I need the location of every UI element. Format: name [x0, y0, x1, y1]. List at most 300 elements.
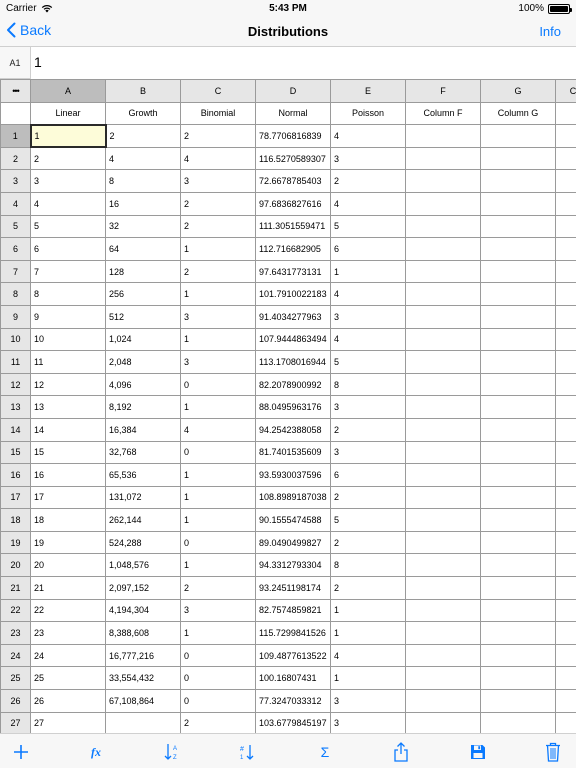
- cell[interactable]: 1: [331, 260, 406, 283]
- cell[interactable]: [481, 283, 556, 306]
- table-row: [1, 531, 576, 554]
- cell[interactable]: 4: [106, 147, 181, 170]
- cell[interactable]: 1: [181, 509, 256, 532]
- cell[interactable]: 3: [331, 396, 406, 419]
- row-header[interactable]: 9: [1, 305, 31, 328]
- cell[interactable]: [481, 373, 556, 396]
- sort-button[interactable]: [160, 741, 184, 763]
- save-button[interactable]: [466, 741, 490, 763]
- cell[interactable]: 81.7401535609: [256, 441, 331, 464]
- cell[interactable]: 8,388,608: [106, 622, 181, 645]
- cell[interactable]: [406, 283, 481, 306]
- cell[interactable]: 8: [331, 554, 406, 577]
- column-header[interactable]: E: [331, 80, 406, 103]
- cell[interactable]: [106, 712, 181, 733]
- cell[interactable]: [406, 599, 481, 622]
- row-header[interactable]: 26: [1, 690, 31, 713]
- cell[interactable]: [406, 418, 481, 441]
- table-row: [1, 577, 576, 600]
- cell[interactable]: [406, 712, 481, 733]
- cell[interactable]: 4,096: [106, 373, 181, 396]
- cell[interactable]: 4,194,304: [106, 599, 181, 622]
- column-header[interactable]: C: [556, 80, 576, 103]
- column-name[interactable]: Poisson: [331, 102, 406, 125]
- cell[interactable]: [556, 260, 576, 283]
- cell[interactable]: [481, 622, 556, 645]
- cell[interactable]: [556, 441, 576, 464]
- column-name[interactable]: Column F: [406, 102, 481, 125]
- cell[interactable]: 7: [31, 260, 106, 283]
- cell[interactable]: [481, 577, 556, 600]
- delete-button[interactable]: [541, 741, 565, 763]
- cell[interactable]: [481, 305, 556, 328]
- cell[interactable]: 77.3247033312: [256, 690, 331, 713]
- row-header[interactable]: 5: [1, 215, 31, 238]
- table-row: [1, 554, 576, 577]
- cell[interactable]: 78.7706816839: [256, 125, 331, 148]
- cell[interactable]: 8: [31, 283, 106, 306]
- cell[interactable]: [406, 396, 481, 419]
- cell[interactable]: 512: [106, 305, 181, 328]
- cell[interactable]: [556, 238, 576, 261]
- sheet-body: [1, 125, 576, 733]
- cell[interactable]: 1: [181, 238, 256, 261]
- cell[interactable]: [556, 305, 576, 328]
- table-row: [1, 147, 576, 170]
- cell[interactable]: [481, 712, 556, 733]
- cell[interactable]: 33,554,432: [106, 667, 181, 690]
- cell[interactable]: 11: [31, 351, 106, 374]
- add-button[interactable]: [9, 741, 33, 763]
- cell[interactable]: 22: [31, 599, 106, 622]
- cell[interactable]: 12: [31, 373, 106, 396]
- cell[interactable]: [481, 486, 556, 509]
- cell[interactable]: [556, 464, 576, 487]
- row-header[interactable]: 20: [1, 554, 31, 577]
- cell[interactable]: [406, 125, 481, 148]
- cell[interactable]: 115.7299841526: [256, 622, 331, 645]
- cell[interactable]: [556, 328, 576, 351]
- row-header[interactable]: 2: [1, 147, 31, 170]
- column-name[interactable]: Linear: [31, 102, 106, 125]
- cell[interactable]: 23: [31, 622, 106, 645]
- cell[interactable]: 65,536: [106, 464, 181, 487]
- cell[interactable]: 3: [331, 690, 406, 713]
- row-header[interactable]: 18: [1, 509, 31, 532]
- cell[interactable]: 1: [331, 667, 406, 690]
- cell[interactable]: [481, 192, 556, 215]
- navigation-bar: [0, 18, 576, 46]
- row-header[interactable]: 7: [1, 260, 31, 283]
- cell[interactable]: 32: [106, 215, 181, 238]
- column-name[interactable]: [556, 102, 576, 125]
- cell[interactable]: [406, 170, 481, 193]
- cell[interactable]: 13: [31, 396, 106, 419]
- table-row: [1, 215, 576, 238]
- cell[interactable]: 112.716682905: [256, 238, 331, 261]
- row-header[interactable]: 22: [1, 599, 31, 622]
- cell[interactable]: [556, 486, 576, 509]
- cell[interactable]: [406, 260, 481, 283]
- cell[interactable]: 1,048,576: [106, 554, 181, 577]
- cell[interactable]: 64: [106, 238, 181, 261]
- cell[interactable]: [406, 238, 481, 261]
- cell[interactable]: [481, 441, 556, 464]
- cell[interactable]: [481, 690, 556, 713]
- cell[interactable]: 90.1555474588: [256, 509, 331, 532]
- cell[interactable]: 82.7574859821: [256, 599, 331, 622]
- cell[interactable]: 4: [31, 192, 106, 215]
- column-header[interactable]: B: [106, 80, 181, 103]
- cell[interactable]: 3: [181, 599, 256, 622]
- cell[interactable]: [556, 554, 576, 577]
- cell[interactable]: [481, 147, 556, 170]
- cell[interactable]: 5: [331, 215, 406, 238]
- column-letter-row: [1, 80, 576, 103]
- cell[interactable]: 6: [331, 238, 406, 261]
- cell[interactable]: [481, 351, 556, 374]
- cell[interactable]: [481, 464, 556, 487]
- trash-icon: [545, 742, 561, 762]
- cell[interactable]: 4: [331, 283, 406, 306]
- cell[interactable]: 131,072: [106, 486, 181, 509]
- function-icon: fx: [91, 744, 101, 759]
- cell[interactable]: 2: [106, 125, 181, 148]
- cell[interactable]: 1: [181, 464, 256, 487]
- table-row: [1, 328, 576, 351]
- formula-bar: [0, 46, 576, 79]
- cell[interactable]: [481, 170, 556, 193]
- cell[interactable]: 1: [331, 599, 406, 622]
- page-title: Distributions: [247, 24, 329, 39]
- cell[interactable]: [406, 667, 481, 690]
- cell[interactable]: 3: [331, 147, 406, 170]
- cell[interactable]: 0: [181, 441, 256, 464]
- cell[interactable]: [406, 486, 481, 509]
- cell[interactable]: [481, 667, 556, 690]
- cell[interactable]: 9: [31, 305, 106, 328]
- cell[interactable]: 4: [331, 192, 406, 215]
- row-header[interactable]: 27: [1, 712, 31, 733]
- cell[interactable]: [406, 305, 481, 328]
- cell[interactable]: [556, 667, 576, 690]
- cell[interactable]: 27: [31, 712, 106, 733]
- cell[interactable]: [556, 373, 576, 396]
- cell[interactable]: [556, 509, 576, 532]
- cell[interactable]: 2: [181, 712, 256, 733]
- cell[interactable]: 94.3312793304: [256, 554, 331, 577]
- cell[interactable]: 82.2078900992: [256, 373, 331, 396]
- cell[interactable]: [556, 531, 576, 554]
- cell[interactable]: [556, 283, 576, 306]
- active-cell[interactable]: 1: [31, 125, 106, 148]
- cell[interactable]: 88.0495963176: [256, 396, 331, 419]
- cell[interactable]: 2: [331, 531, 406, 554]
- cell[interactable]: [481, 125, 556, 148]
- cell[interactable]: 101.7910022183: [256, 283, 331, 306]
- cell[interactable]: [556, 418, 576, 441]
- cell[interactable]: 0: [181, 373, 256, 396]
- cell[interactable]: 3: [31, 170, 106, 193]
- cell[interactable]: 2: [181, 192, 256, 215]
- cell[interactable]: 2: [331, 418, 406, 441]
- row-header[interactable]: 3: [1, 170, 31, 193]
- battery-icon: [548, 4, 570, 14]
- table-row: [1, 396, 576, 419]
- cell[interactable]: 91.4034277963: [256, 305, 331, 328]
- cell[interactable]: 16,384: [106, 418, 181, 441]
- cell[interactable]: 21: [31, 577, 106, 600]
- cell[interactable]: [556, 147, 576, 170]
- cell[interactable]: [406, 577, 481, 600]
- cell[interactable]: 15: [31, 441, 106, 464]
- info-button[interactable]: Info: [539, 24, 561, 39]
- cell[interactable]: [556, 396, 576, 419]
- cell[interactable]: 2: [31, 147, 106, 170]
- cell[interactable]: 0: [181, 531, 256, 554]
- status-right: [518, 3, 570, 14]
- cell[interactable]: [406, 509, 481, 532]
- row-header[interactable]: 19: [1, 531, 31, 554]
- row-header[interactable]: 15: [1, 441, 31, 464]
- cell[interactable]: [481, 328, 556, 351]
- sheet-table: [0, 79, 576, 733]
- cell[interactable]: [481, 644, 556, 667]
- cell[interactable]: 18: [31, 509, 106, 532]
- cell[interactable]: 4: [181, 147, 256, 170]
- cell[interactable]: 6: [331, 464, 406, 487]
- cell[interactable]: 5: [331, 509, 406, 532]
- cell[interactable]: 1,024: [106, 328, 181, 351]
- cell[interactable]: 5: [31, 215, 106, 238]
- cell[interactable]: 2: [181, 577, 256, 600]
- cell[interactable]: 8: [331, 373, 406, 396]
- cell[interactable]: [556, 712, 576, 733]
- cell[interactable]: 4: [331, 644, 406, 667]
- row-header[interactable]: 6: [1, 238, 31, 261]
- cell[interactable]: [406, 147, 481, 170]
- cell[interactable]: 16: [31, 464, 106, 487]
- cell[interactable]: [481, 260, 556, 283]
- cell[interactable]: 0: [181, 644, 256, 667]
- cell[interactable]: 524,288: [106, 531, 181, 554]
- table-row: [1, 351, 576, 374]
- row-header[interactable]: 14: [1, 418, 31, 441]
- cell[interactable]: [406, 531, 481, 554]
- cell[interactable]: [406, 192, 481, 215]
- share-button[interactable]: [389, 741, 413, 763]
- cell[interactable]: 113.1708016944: [256, 351, 331, 374]
- cell[interactable]: 4: [181, 418, 256, 441]
- cell[interactable]: 3: [181, 351, 256, 374]
- cell[interactable]: [406, 690, 481, 713]
- cell[interactable]: 26: [31, 690, 106, 713]
- column-name[interactable]: Binomial: [181, 102, 256, 125]
- spreadsheet-grid[interactable]: [0, 79, 576, 733]
- cell[interactable]: [481, 215, 556, 238]
- cell[interactable]: 97.6431773131: [256, 260, 331, 283]
- cell[interactable]: 1: [181, 554, 256, 577]
- cell[interactable]: 25: [31, 667, 106, 690]
- cell[interactable]: 8: [106, 170, 181, 193]
- cell[interactable]: 19: [31, 531, 106, 554]
- cell[interactable]: 32,768: [106, 441, 181, 464]
- row-header[interactable]: 4: [1, 192, 31, 215]
- table-row: [1, 170, 576, 193]
- row-header[interactable]: 8: [1, 283, 31, 306]
- cell[interactable]: [406, 328, 481, 351]
- cell[interactable]: 1: [181, 283, 256, 306]
- cell[interactable]: [556, 192, 576, 215]
- row-header[interactable]: 11: [1, 351, 31, 374]
- cell[interactable]: 111.3051559471: [256, 215, 331, 238]
- cell[interactable]: 6: [31, 238, 106, 261]
- cell[interactable]: 2,048: [106, 351, 181, 374]
- cell[interactable]: 2: [181, 125, 256, 148]
- function-button[interactable]: [84, 741, 108, 763]
- cell[interactable]: [556, 599, 576, 622]
- cell[interactable]: 0: [181, 667, 256, 690]
- column-header[interactable]: C: [181, 80, 256, 103]
- cell[interactable]: [556, 644, 576, 667]
- cell[interactable]: 8,192: [106, 396, 181, 419]
- cell[interactable]: [406, 441, 481, 464]
- cell[interactable]: [406, 644, 481, 667]
- cell[interactable]: 256: [106, 283, 181, 306]
- cell[interactable]: 2: [331, 170, 406, 193]
- column-header[interactable]: G: [481, 80, 556, 103]
- cell[interactable]: [406, 464, 481, 487]
- cell[interactable]: 67,108,864: [106, 690, 181, 713]
- row-header[interactable]: 10: [1, 328, 31, 351]
- cell[interactable]: 3: [331, 441, 406, 464]
- cell[interactable]: [481, 238, 556, 261]
- cell[interactable]: [406, 215, 481, 238]
- cell[interactable]: 3: [331, 712, 406, 733]
- cell[interactable]: 72.6678785403: [256, 170, 331, 193]
- row-header[interactable]: 16: [1, 464, 31, 487]
- cell[interactable]: 2: [331, 486, 406, 509]
- row-header[interactable]: 23: [1, 622, 31, 645]
- cell[interactable]: 1: [181, 622, 256, 645]
- cell[interactable]: 2,097,152: [106, 577, 181, 600]
- row-header[interactable]: 24: [1, 644, 31, 667]
- cell[interactable]: [481, 531, 556, 554]
- cell[interactable]: [481, 509, 556, 532]
- column-header[interactable]: F: [406, 80, 481, 103]
- cell[interactable]: 20: [31, 554, 106, 577]
- formula-input[interactable]: 1: [30, 47, 576, 79]
- cell[interactable]: [481, 418, 556, 441]
- battery-percent: 100%: [518, 3, 544, 14]
- cell[interactable]: 100.16807431: [256, 667, 331, 690]
- cell[interactable]: 3: [331, 305, 406, 328]
- cell[interactable]: 16: [106, 192, 181, 215]
- cell[interactable]: [406, 351, 481, 374]
- cell[interactable]: 0: [181, 690, 256, 713]
- save-icon: [470, 744, 486, 760]
- svg-text:Z: Z: [173, 755, 177, 761]
- cell[interactable]: 103.6779845197: [256, 712, 331, 733]
- back-label: Back: [20, 22, 52, 38]
- cell[interactable]: 14: [31, 418, 106, 441]
- carrier-label: Carrier: [6, 3, 37, 14]
- plus-icon: [13, 744, 29, 760]
- row-header[interactable]: 25: [1, 667, 31, 690]
- cell[interactable]: [556, 622, 576, 645]
- cell[interactable]: 1: [181, 328, 256, 351]
- row-header[interactable]: 12: [1, 373, 31, 396]
- cell[interactable]: 17: [31, 486, 106, 509]
- cell[interactable]: 10: [31, 328, 106, 351]
- cell[interactable]: [406, 373, 481, 396]
- table-row: [1, 238, 576, 261]
- cell[interactable]: [481, 396, 556, 419]
- cell[interactable]: 93.5930037596: [256, 464, 331, 487]
- cell[interactable]: 1: [181, 486, 256, 509]
- select-all-corner[interactable]: •••: [1, 80, 31, 103]
- cell[interactable]: [556, 351, 576, 374]
- cell[interactable]: 1: [331, 622, 406, 645]
- cell[interactable]: [481, 599, 556, 622]
- sum-button[interactable]: [313, 741, 337, 763]
- status-bar: [0, 0, 576, 18]
- table-row: [1, 622, 576, 645]
- cell[interactable]: [481, 554, 556, 577]
- cell[interactable]: [556, 215, 576, 238]
- cell[interactable]: 5: [331, 351, 406, 374]
- column-name[interactable]: Growth: [106, 102, 181, 125]
- cell[interactable]: [556, 577, 576, 600]
- column-name[interactable]: Column G: [481, 102, 556, 125]
- cell[interactable]: 94.2542388058: [256, 418, 331, 441]
- cell[interactable]: 116.5270589307: [256, 147, 331, 170]
- row-header[interactable]: 21: [1, 577, 31, 600]
- cell[interactable]: 97.6836827616: [256, 192, 331, 215]
- table-row: [1, 690, 576, 713]
- cell[interactable]: 16,777,216: [106, 644, 181, 667]
- cell[interactable]: [556, 125, 576, 148]
- cell[interactable]: [406, 622, 481, 645]
- number-format-button[interactable]: [235, 741, 259, 763]
- cell[interactable]: [556, 690, 576, 713]
- cell[interactable]: [406, 554, 481, 577]
- cell[interactable]: 108.8989187038: [256, 486, 331, 509]
- cell[interactable]: 109.4877613522: [256, 644, 331, 667]
- cell[interactable]: 3: [181, 305, 256, 328]
- cell[interactable]: 128: [106, 260, 181, 283]
- row-header[interactable]: 1: [1, 125, 31, 148]
- cell[interactable]: 89.0490499827: [256, 531, 331, 554]
- cell[interactable]: 3: [181, 170, 256, 193]
- cell[interactable]: 2: [181, 215, 256, 238]
- row-header[interactable]: 17: [1, 486, 31, 509]
- cell[interactable]: 24: [31, 644, 106, 667]
- column-name[interactable]: Normal: [256, 102, 331, 125]
- row-header[interactable]: 13: [1, 396, 31, 419]
- cell[interactable]: 93.2451198174: [256, 577, 331, 600]
- column-header[interactable]: D: [256, 80, 331, 103]
- cell[interactable]: [556, 170, 576, 193]
- cell[interactable]: 107.9444863494: [256, 328, 331, 351]
- cell[interactable]: 4: [331, 328, 406, 351]
- cell[interactable]: 1: [181, 396, 256, 419]
- cell[interactable]: 4: [331, 125, 406, 148]
- column-header[interactable]: A: [31, 80, 106, 103]
- cell[interactable]: 2: [331, 577, 406, 600]
- cell[interactable]: 2: [181, 260, 256, 283]
- cell[interactable]: 262,144: [106, 509, 181, 532]
